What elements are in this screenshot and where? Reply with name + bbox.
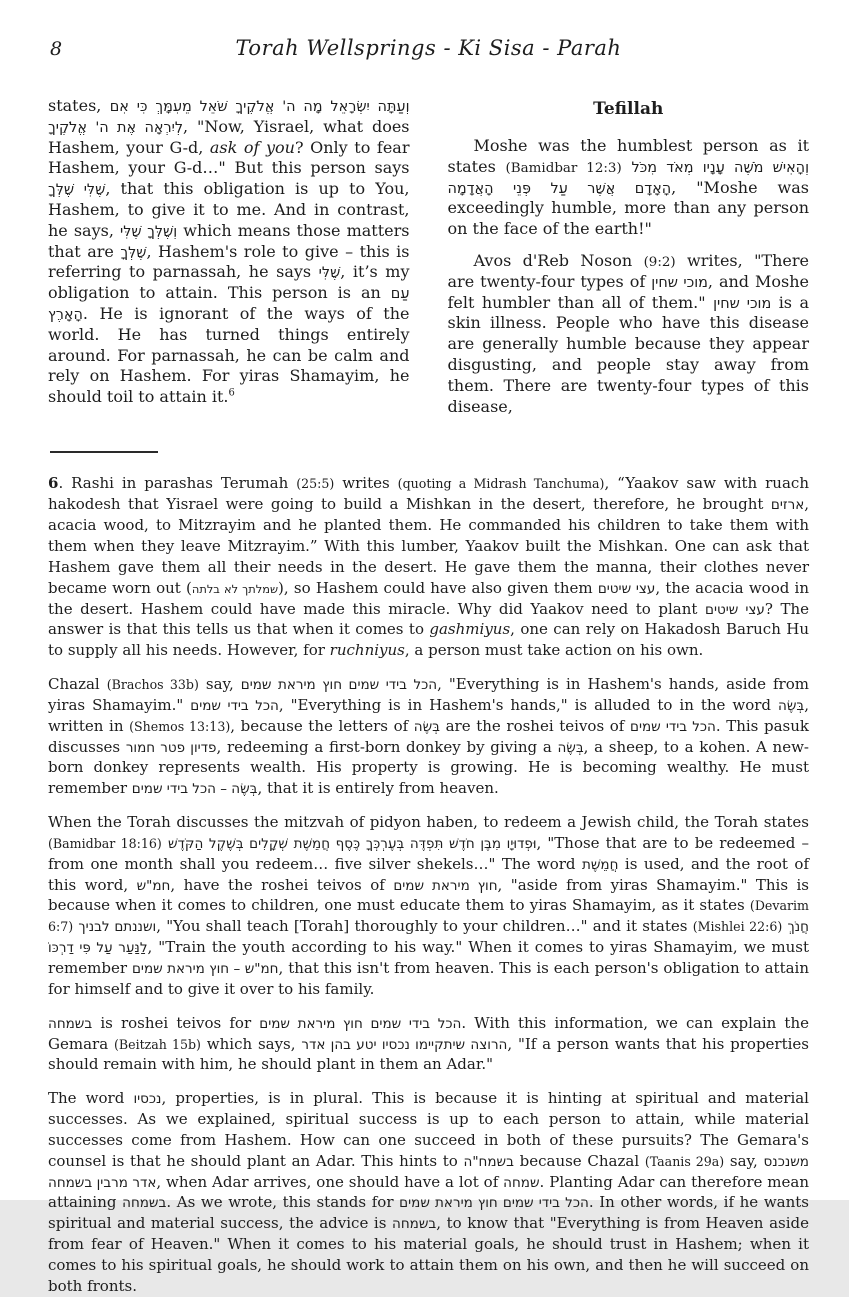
- page-header: [48, 36, 809, 66]
- right-column: [448, 96, 810, 417]
- section-heading-tefillah: Tefillah: [593, 99, 664, 119]
- page-title: Torah Wellsprings - Ki Sisa - Parah: [235, 36, 622, 60]
- right-column-paragraph-2: Avos d'Reb Noson (9:2) writes, "There are twenty-four types of מוכי שחין, and Moshe felt humbler than all of them." מוכי שחין is a skin illness. People who have this disease are generally humble because they appear disgusting, and people stay away from them. There are twenty-four types of this disease,: [447, 251, 809, 416]
- footnote-paragraph-1: 6. Rashi in parashas Terumah (25:5) writes (quoting a Midrash Tanchuma), “Yaakov saw with ruach hakodesh that Yisrael were going to build a Mishkan in the desert, therefore, he brought ארזים, acacia wood, to Mitzrayim and he planted them. He commanded his children to take them with them when they leave Mitzrayim.” With this lumber, Yaakov built the Mishkan. One can ask that Hashem gave them all their needs in the desert. He gave them the manna, their clothes never became worn out (שמלתך לא בלתה), so Hashem could have also given them עצי שיטים, the acacia wood in the desert. Hashem could have made this miracle. Why did Yaakov need to plant עצי שיטים? The answer is that this tells us that when it comes to gashmiyus, one can rely on Hakadosh Baruch Hu to supply all his needs. However, for ruchniyus, a person must take action on his own.: [48, 474, 810, 660]
- footnotes-section: [48, 473, 809, 1296]
- footnote-paragraph-3: When the Torah discusses the mitzvah of pidyon haben, to redeem a Jewish child, the Torah states (Bamidbar 18:16) וּפְדוּיָו מִבֶּן חֹדֶשׁ תִּפְדֶּה בְּעֶרְכְּךָ כֶּסֶף חֲמֵשֶׁת שְׁקָלִים בְּשֶׁקֶל הַקֹּדֶשׁ, "Those that are to be redeemed – from one month shall you redeem… five silver shekels…" The word חֲמֵשֶׁת is used, and the root of this word, חמ"ש, have the roshei teivos of חוץ מיראת שמים, "aside from yiras Shamayim." This is because when it comes to children, one must educate them to yiras Shamayim, as it states (Devarim 6:7) ושננתם לבניך, "You shall teach [Torah] thoroughly to your children…" and it states (Mishlei 22:6) חֲנֹךְ לַנַּעַר עַל פִּי דַרְכּוֹ, "Train the youth according to his way." When it comes to yiras Shamayim, we must remember חמ"ש – חוץ מיראת שמים, that this isn't from heaven. This is each person's obligation to attain for himself and to give it over to his family.: [48, 813, 810, 998]
- left-column-paragraph: states, וְעַתָּה יִשְׂרָאֵל מָה ה' אֱלֹקֶיךָ שֹׁאֵל מֵעִמָּךְ כִּי אִם לְיִרְאָה אֶת ה' אֱלֹקֶיךָ, "Now, Yisrael, what does Hashem, your G-d, ask of you? Only to fear Hashem, your G-d…" But this person says שֶׁלִּי שֶׁלְּךָ, that this obligation is up to You, Hashem, to give it to me. And in contrast, he says, וְשֶׁלְּךָ שֶׁלִּי which means those matters that are שֶׁלְּךָ, Hashem's role to give – this is referring to parnassah, he says שֶׁלִּי, it’s my obligation to attain. This person is an עַם הָאָרֶץ. He is ignorant of the ways of the world. He has turned things entirely around. For parnassah, he can be calm and rely on Hashem. For yiras Shamayim, he should toil to attain it.$^6$: [48, 96, 410, 407]
- left-column: [48, 96, 410, 417]
- footnote-paragraph-2: Chazal (Brachos 33b) say, הכל בידי שמים חוץ מיראת שמים, "Everything is in Hashem's hands, aside from yiras Shamayim." הכל בידי שמים, "Everything is in Hashem's hands," is alluded to in the word בְּשֶׂה, written in (Shemos 13:13), because the letters of בְּשֶׂה are the roshei teivos of הכל בידי שמים. This pasuk discusses פדיון פטר חמור, redeeming a first-born donkey by giving a בְּשֶׂה, a sheep, to a kohen. A new-born donkey represents wealth. His property is growing. He is becoming wealthy. He must remember בְּשֶׂה – הכל בידי שמים, that it is entirely from heaven.: [48, 675, 809, 798]
- page-number: 8: [50, 38, 63, 60]
- footnote-paragraph-5: The word נכסיו, properties, is in plural. This is because it is hinting at spiritual and material successes. As we explained, spiritual success is up to each person to attain, while material successes come from Hashem. How can one succeed in both of these pursuits? The Gemara's counsel is that he should plant an Adar. This hints to בשמח"ה because Chazal (Taanis 29a) say, משנכנס אדר מרבין בשמחה, when Adar arrives, one should have a lot of שמחה. Planting Adar can therefore mean attaining בשמחה. As we wrote, this stands for הכל בידי שמים חוץ מיראת שמים. In other words, if he wants spiritual and material success, the advice is בשמחה, to know that "Everything is from Heaven aside from fear of Heaven." When it comes to his material goals, he should trust in Hashem; when it comes to his spiritual goals, he should work to attain them on his own, and then he will succeed on both fronts.: [48, 1089, 810, 1295]
- main-text-columns: [48, 96, 809, 417]
- footnote-separator: [50, 451, 158, 453]
- footnote-paragraph-4: בשמחה is roshei teivos for הכל בידי שמים חוץ מיראת שמים. With this information, we can explain the Gemara (Beitzah 15b) which says, הרוצה שיתקיימו נכסיו יטע בהן אדר, "If a person wants that his properties should remain with him, he should plant in them an Adar.": [48, 1013, 809, 1074]
- right-column-paragraph-1: Moshe was the humblest person as it states (Bamidbar 12:3) וְהָאִישׁ מֹשֶׁה עָנָיו מְאֹד מִכֹּל הָאָדָם אֲשֶׁר עַל פְּנֵי הָאֲדָמָה, "Moshe was exceedingly humble, more than any person on the face of the earth!": [447, 136, 810, 239]
